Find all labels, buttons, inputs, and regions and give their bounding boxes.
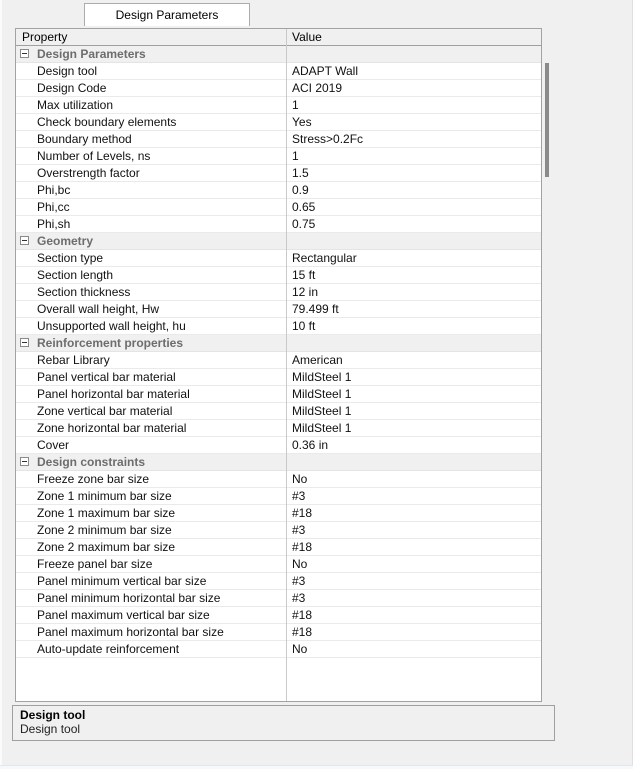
property-row	[16, 437, 541, 454]
minus-glyph	[22, 240, 27, 241]
property-value-cell[interactable]: Yes	[292, 115, 312, 129]
property-name-cell[interactable]: Auto-update reinforcement	[37, 642, 180, 656]
category-row-design-constraints[interactable]	[16, 454, 541, 471]
tab-design-parameters[interactable]	[84, 3, 250, 26]
property-row	[16, 182, 541, 199]
window-bottom-edge	[0, 765, 633, 769]
description-body: Design tool	[20, 722, 81, 736]
property-name-cell[interactable]: Phi,bc	[37, 183, 71, 197]
property-row	[16, 573, 541, 590]
property-row	[16, 216, 541, 233]
property-row	[16, 301, 541, 318]
property-row	[16, 352, 541, 369]
property-row	[16, 165, 541, 182]
property-value-cell[interactable]: #3	[292, 489, 306, 503]
property-name-cell[interactable]: Panel vertical bar material	[37, 370, 176, 384]
property-name-cell[interactable]: Boundary method	[37, 132, 132, 146]
property-value-cell[interactable]: 0.36 in	[292, 438, 329, 452]
property-value-cell[interactable]: MildSteel 1	[292, 421, 352, 435]
property-row	[16, 63, 541, 80]
property-value-cell[interactable]: #18	[292, 506, 313, 520]
property-value-cell[interactable]: MildSteel 1	[292, 370, 352, 384]
property-row	[16, 624, 541, 641]
property-name-cell[interactable]: Zone 1 minimum bar size	[37, 489, 172, 503]
property-value-cell[interactable]: MildSteel 1	[292, 404, 352, 418]
property-value-cell[interactable]: 0.9	[292, 183, 309, 197]
property-row	[16, 505, 541, 522]
property-row	[16, 267, 541, 284]
property-value-cell[interactable]: 12 in	[292, 285, 319, 299]
category-label: Reinforcement properties	[37, 336, 184, 350]
minus-glyph	[22, 342, 27, 343]
property-name-cell[interactable]: Section length	[37, 268, 114, 282]
property-value-cell[interactable]: ADAPT Wall	[292, 64, 359, 78]
property-row	[16, 488, 541, 505]
property-grid	[15, 28, 542, 702]
description-title: Design tool	[20, 708, 86, 722]
property-value-cell[interactable]: No	[292, 472, 308, 486]
grid-body	[16, 46, 541, 701]
collapse-minus-icon[interactable]	[20, 49, 29, 58]
property-value-cell[interactable]: Stress>0.2Fc	[292, 132, 364, 146]
window-left-edge	[0, 0, 2, 769]
property-row	[16, 420, 541, 437]
property-row	[16, 369, 541, 386]
category-row-design-parameters[interactable]	[16, 46, 541, 63]
property-value-cell[interactable]: #18	[292, 625, 313, 639]
property-row	[16, 386, 541, 403]
tab-label: Design Parameters	[115, 8, 219, 22]
property-name-cell[interactable]: Zone 2 minimum bar size	[37, 523, 172, 537]
property-value-cell[interactable]: #3	[292, 591, 306, 605]
property-name-cell[interactable]: Section thickness	[37, 285, 131, 299]
property-name-cell[interactable]: Check boundary elements	[37, 115, 177, 129]
category-label: Geometry	[37, 234, 94, 248]
property-row	[16, 284, 541, 301]
property-row	[16, 471, 541, 488]
property-value-cell[interactable]: #3	[292, 523, 306, 537]
property-description-panel	[12, 705, 555, 741]
property-value-cell[interactable]: 1.5	[292, 166, 309, 180]
property-name-cell[interactable]: Zone horizontal bar material	[37, 421, 187, 435]
property-value-cell[interactable]: American	[292, 353, 343, 367]
column-header-value: Value	[292, 30, 322, 44]
property-row	[16, 641, 541, 658]
property-value-cell[interactable]: 10 ft	[292, 319, 316, 333]
property-name-cell[interactable]: Panel maximum vertical bar size	[37, 608, 210, 622]
property-name-cell[interactable]: Section type	[37, 251, 104, 265]
property-name-cell[interactable]: Panel maximum horizontal bar size	[37, 625, 224, 639]
property-row	[16, 539, 541, 556]
property-value-cell[interactable]: 0.65	[292, 200, 316, 214]
property-row	[16, 556, 541, 573]
property-row	[16, 607, 541, 624]
property-row	[16, 250, 541, 267]
property-value-cell[interactable]: ACI 2019	[292, 81, 343, 95]
property-row	[16, 80, 541, 97]
column-splitter[interactable]	[286, 29, 287, 701]
property-name-cell[interactable]: Phi,sh	[37, 217, 71, 231]
property-value-cell[interactable]: No	[292, 557, 308, 571]
category-row-geometry[interactable]	[16, 233, 541, 250]
minus-glyph	[22, 461, 27, 462]
property-row	[16, 199, 541, 216]
property-value-cell[interactable]: #3	[292, 574, 306, 588]
property-value-cell[interactable]: #18	[292, 540, 313, 554]
property-name-cell[interactable]: Cover	[37, 438, 70, 452]
grid-header-row	[16, 29, 541, 46]
property-value-cell[interactable]: MildSteel 1	[292, 387, 352, 401]
property-name-cell[interactable]: Max utilization	[37, 98, 114, 112]
property-row	[16, 97, 541, 114]
property-value-cell[interactable]: 1	[292, 149, 299, 163]
property-name-cell[interactable]: Freeze panel bar size	[37, 557, 153, 571]
property-name-cell[interactable]: Zone 2 maximum bar size	[37, 540, 176, 554]
property-value-cell[interactable]: 79.499 ft	[292, 302, 339, 316]
property-row	[16, 318, 541, 335]
property-name-cell[interactable]: Overstrength factor	[37, 166, 140, 180]
property-name-cell[interactable]: Freeze zone bar size	[37, 472, 150, 486]
property-value-cell[interactable]: 1	[292, 98, 299, 112]
collapse-minus-icon[interactable]	[20, 457, 29, 466]
property-name-cell[interactable]: Rebar Library	[37, 353, 110, 367]
category-row-reinforcement-properties[interactable]	[16, 335, 541, 352]
collapse-minus-icon[interactable]	[20, 236, 29, 245]
collapse-minus-icon[interactable]	[20, 338, 29, 347]
property-name-cell[interactable]: Overall wall height, Hw	[37, 302, 160, 316]
property-name-cell[interactable]: Panel horizontal bar material	[37, 387, 190, 401]
property-name-cell[interactable]: Number of Levels, ns	[37, 149, 151, 163]
property-name-cell[interactable]: Panel minimum horizontal bar size	[37, 591, 221, 605]
minus-glyph	[22, 53, 27, 54]
property-name-cell[interactable]: Zone vertical bar material	[37, 404, 173, 418]
property-row	[16, 403, 541, 420]
property-value-cell[interactable]: 0.75	[292, 217, 316, 231]
property-row	[16, 114, 541, 131]
property-name-cell[interactable]: Design tool	[37, 64, 98, 78]
column-header-property: Property	[22, 30, 68, 44]
property-value-cell[interactable]: #18	[292, 608, 313, 622]
property-name-cell[interactable]: Panel minimum vertical bar size	[37, 574, 207, 588]
property-row	[16, 148, 541, 165]
property-value-cell[interactable]: No	[292, 642, 308, 656]
category-label: Design Parameters	[37, 47, 146, 61]
vertical-scrollbar-thumb[interactable]	[545, 63, 549, 177]
property-name-cell[interactable]: Phi,cc	[37, 200, 70, 214]
property-row	[16, 131, 541, 148]
property-name-cell[interactable]: Zone 1 maximum bar size	[37, 506, 176, 520]
property-name-cell[interactable]: Unsupported wall height, hu	[37, 319, 186, 333]
property-value-cell[interactable]: 15 ft	[292, 268, 316, 282]
property-row	[16, 522, 541, 539]
property-value-cell[interactable]: Rectangular	[292, 251, 357, 265]
category-label: Design constraints	[37, 455, 146, 469]
property-row	[16, 590, 541, 607]
property-name-cell[interactable]: Design Code	[37, 81, 107, 95]
